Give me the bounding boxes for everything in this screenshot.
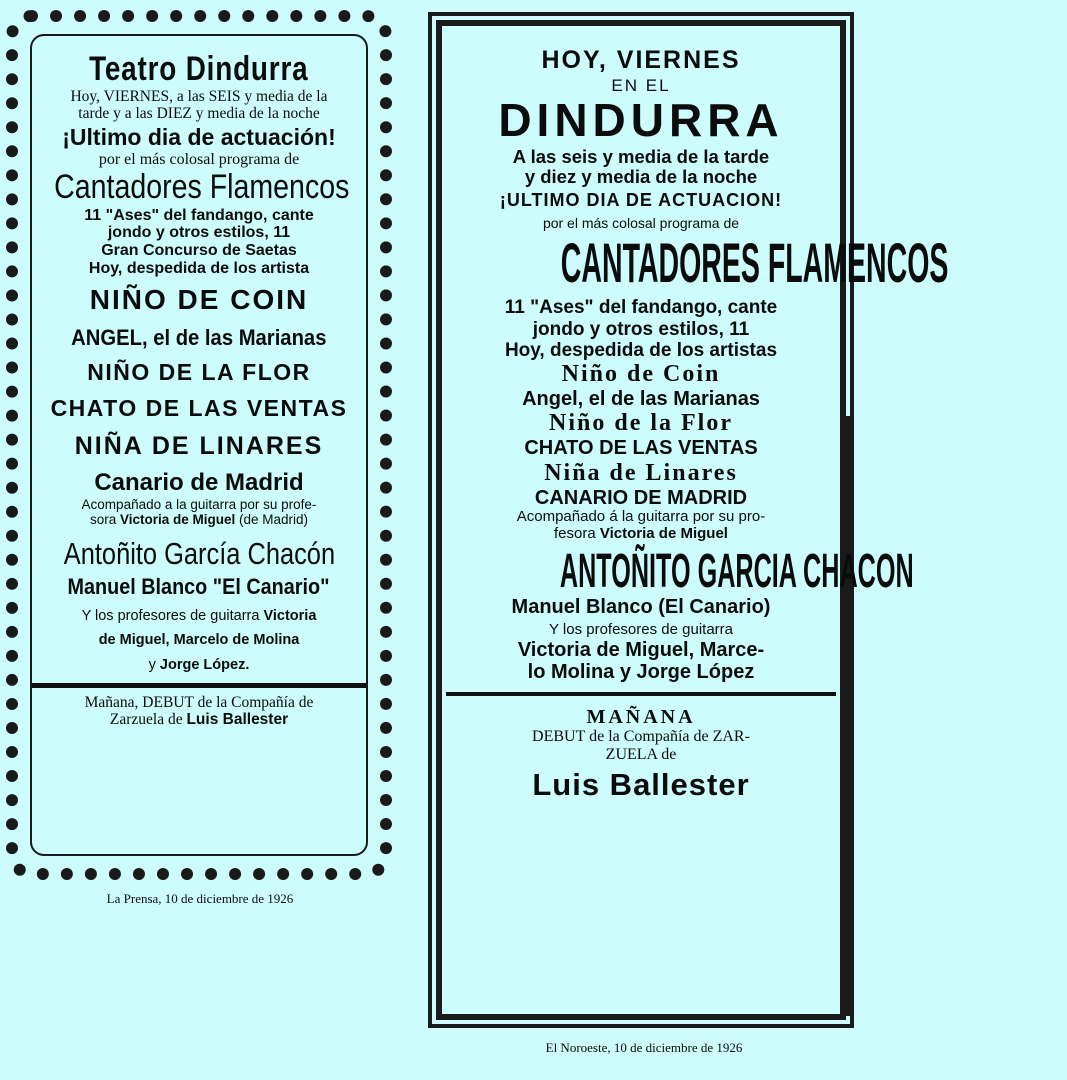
left-ad-artist-nina-de-linares: NIÑA DE LINARES [74, 431, 324, 460]
right-ad-artist-chato: CHATO DE LAS VENTAS [524, 437, 758, 460]
left-ad-artist-nino-de-coin: NIÑO DE COIN [89, 284, 309, 316]
right-ad-luis-ballester: Luis Ballester [532, 766, 750, 802]
left-ad-artist-angel: ANGEL, el de las Marianas [71, 324, 327, 350]
left-advertisement [6, 10, 392, 880]
right-ad-artist-canario: CANARIO DE MADRID [534, 486, 748, 509]
right-ad-side-bar [844, 416, 852, 1016]
right-advertisement [428, 12, 949, 1028]
left-ad-artist-manuel-blanco: Manuel Blanco "El Canario" [68, 574, 330, 600]
left-ad-tomorrow-line-1: Mañana, DEBUT de la Compañía de [84, 693, 314, 711]
right-ad-program-intro: por el más colosal programa de [542, 215, 740, 232]
right-ad-en-el: EN EL [611, 76, 671, 95]
right-ad-ases-line-2: jondo y otros estilos, 11 [532, 318, 750, 340]
left-ad-guitarists-line-1: Y los profesores de guitarra Victoria [81, 608, 317, 625]
right-ad-schedule-line-2: y diez y media de la noche [524, 166, 758, 188]
right-ad-artist-nino-de-coin: Niño de Coin [561, 361, 721, 388]
left-ad-program-intro: por el más colosal programa de [98, 150, 300, 168]
left-ad-artist-antonito: Antoñito García Chacón [63, 535, 335, 571]
left-ad-artist-nino-de-la-flor: NIÑO DE LA FLOR [87, 359, 311, 386]
right-ad-debut-line-2: ZUELA de [605, 745, 677, 763]
right-ad-last-day: ¡ULTIMO DIA DE ACTUACION! [499, 189, 783, 210]
right-ad-caption: El Noroeste, 10 de diciembre de 1926 [545, 1040, 743, 1055]
right-ad-tomorrow: MAÑANA [586, 705, 696, 728]
left-ad-artist-canario: Canario de Madrid [94, 468, 304, 496]
left-ad-accompaniment-line-1: Acompañado a la guitarra por su profe- [81, 496, 317, 512]
right-ad-debut-line-1: DEBUT de la Compañía de ZAR- [532, 727, 750, 745]
right-ad-artist-nino-de-la-flor: Niño de la Flor [549, 410, 733, 437]
left-ad-divider [32, 683, 366, 688]
left-ad-schedule-line-2: tarde y a las DIEZ y media de la noche [78, 105, 320, 123]
left-ad-guitarists-line-2: de Miguel, Marcelo de Molina [98, 632, 300, 649]
left-ad-tomorrow-line-2: Zarzuela de Luis Ballester [109, 711, 289, 729]
right-ad-title: DINDURRA [498, 94, 784, 147]
left-ad-schedule-line-1: Hoy, VIERNES, a las SEIS y media de la [70, 88, 328, 106]
right-ad-cantadores: CANTADORES FLAMENCOS [560, 231, 949, 294]
right-ad-accompaniment-line-1: Acompañado á la guitarra por su pro- [516, 507, 766, 525]
left-ad-last-day: ¡Ultimo dia de actuación! [62, 123, 336, 150]
left-ad-saetas-contest: Gran Concurso de Saetas [101, 242, 297, 260]
left-ad-artist-chato: CHATO DE LAS VENTAS [50, 394, 348, 421]
right-ad-artist-antonito: ANTOÑITO GARCIA CHACON [559, 542, 914, 598]
left-ad-accompaniment-line-2: sora Victoria de Miguel (de Madrid) [89, 511, 309, 527]
right-ad-today: HOY, VIERNES [541, 46, 741, 74]
right-ad-guitarists-intro: Y los profesores de guitarra [549, 620, 733, 638]
left-ad-farewell: Hoy, despedida de los artista [88, 260, 310, 278]
right-ad-schedule-line-1: A las seis y media de la tarde [512, 145, 770, 167]
left-ad-cantadores: Cantadores Flamencos [54, 168, 350, 207]
right-ad-artist-angel: Angel, el de las Marianas [522, 388, 760, 410]
right-ad-divider [446, 692, 836, 696]
left-ad-caption: La Prensa, 10 de diciembre de 1926 [106, 891, 294, 906]
right-ad-artist-manuel-blanco: Manuel Blanco (El Canario) [511, 595, 771, 618]
left-ad-ases-line-1: 11 "Ases" del fandango, cante [84, 206, 314, 224]
right-ad-ases-line-1: 11 "Ases" del fandango, cante [504, 297, 778, 319]
right-ad-guitarists-line-2: lo Molina y Jorge López [527, 661, 755, 684]
right-ad-farewell: Hoy, despedida de los artistas [504, 339, 778, 361]
right-ad-accompaniment-line-2: fesora Victoria de Miguel [554, 524, 728, 542]
left-ad-ases-line-2: jondo y otros estilos, 11 [107, 224, 291, 242]
right-ad-guitarists-line-1: Victoria de Miguel, Marce- [517, 638, 765, 661]
left-ad-title: Teatro Dindurra [89, 50, 309, 88]
left-ad-guitarists-line-3: y Jorge López. [148, 656, 250, 673]
right-ad-artist-nina-de-linares: Niña de Linares [544, 459, 738, 486]
